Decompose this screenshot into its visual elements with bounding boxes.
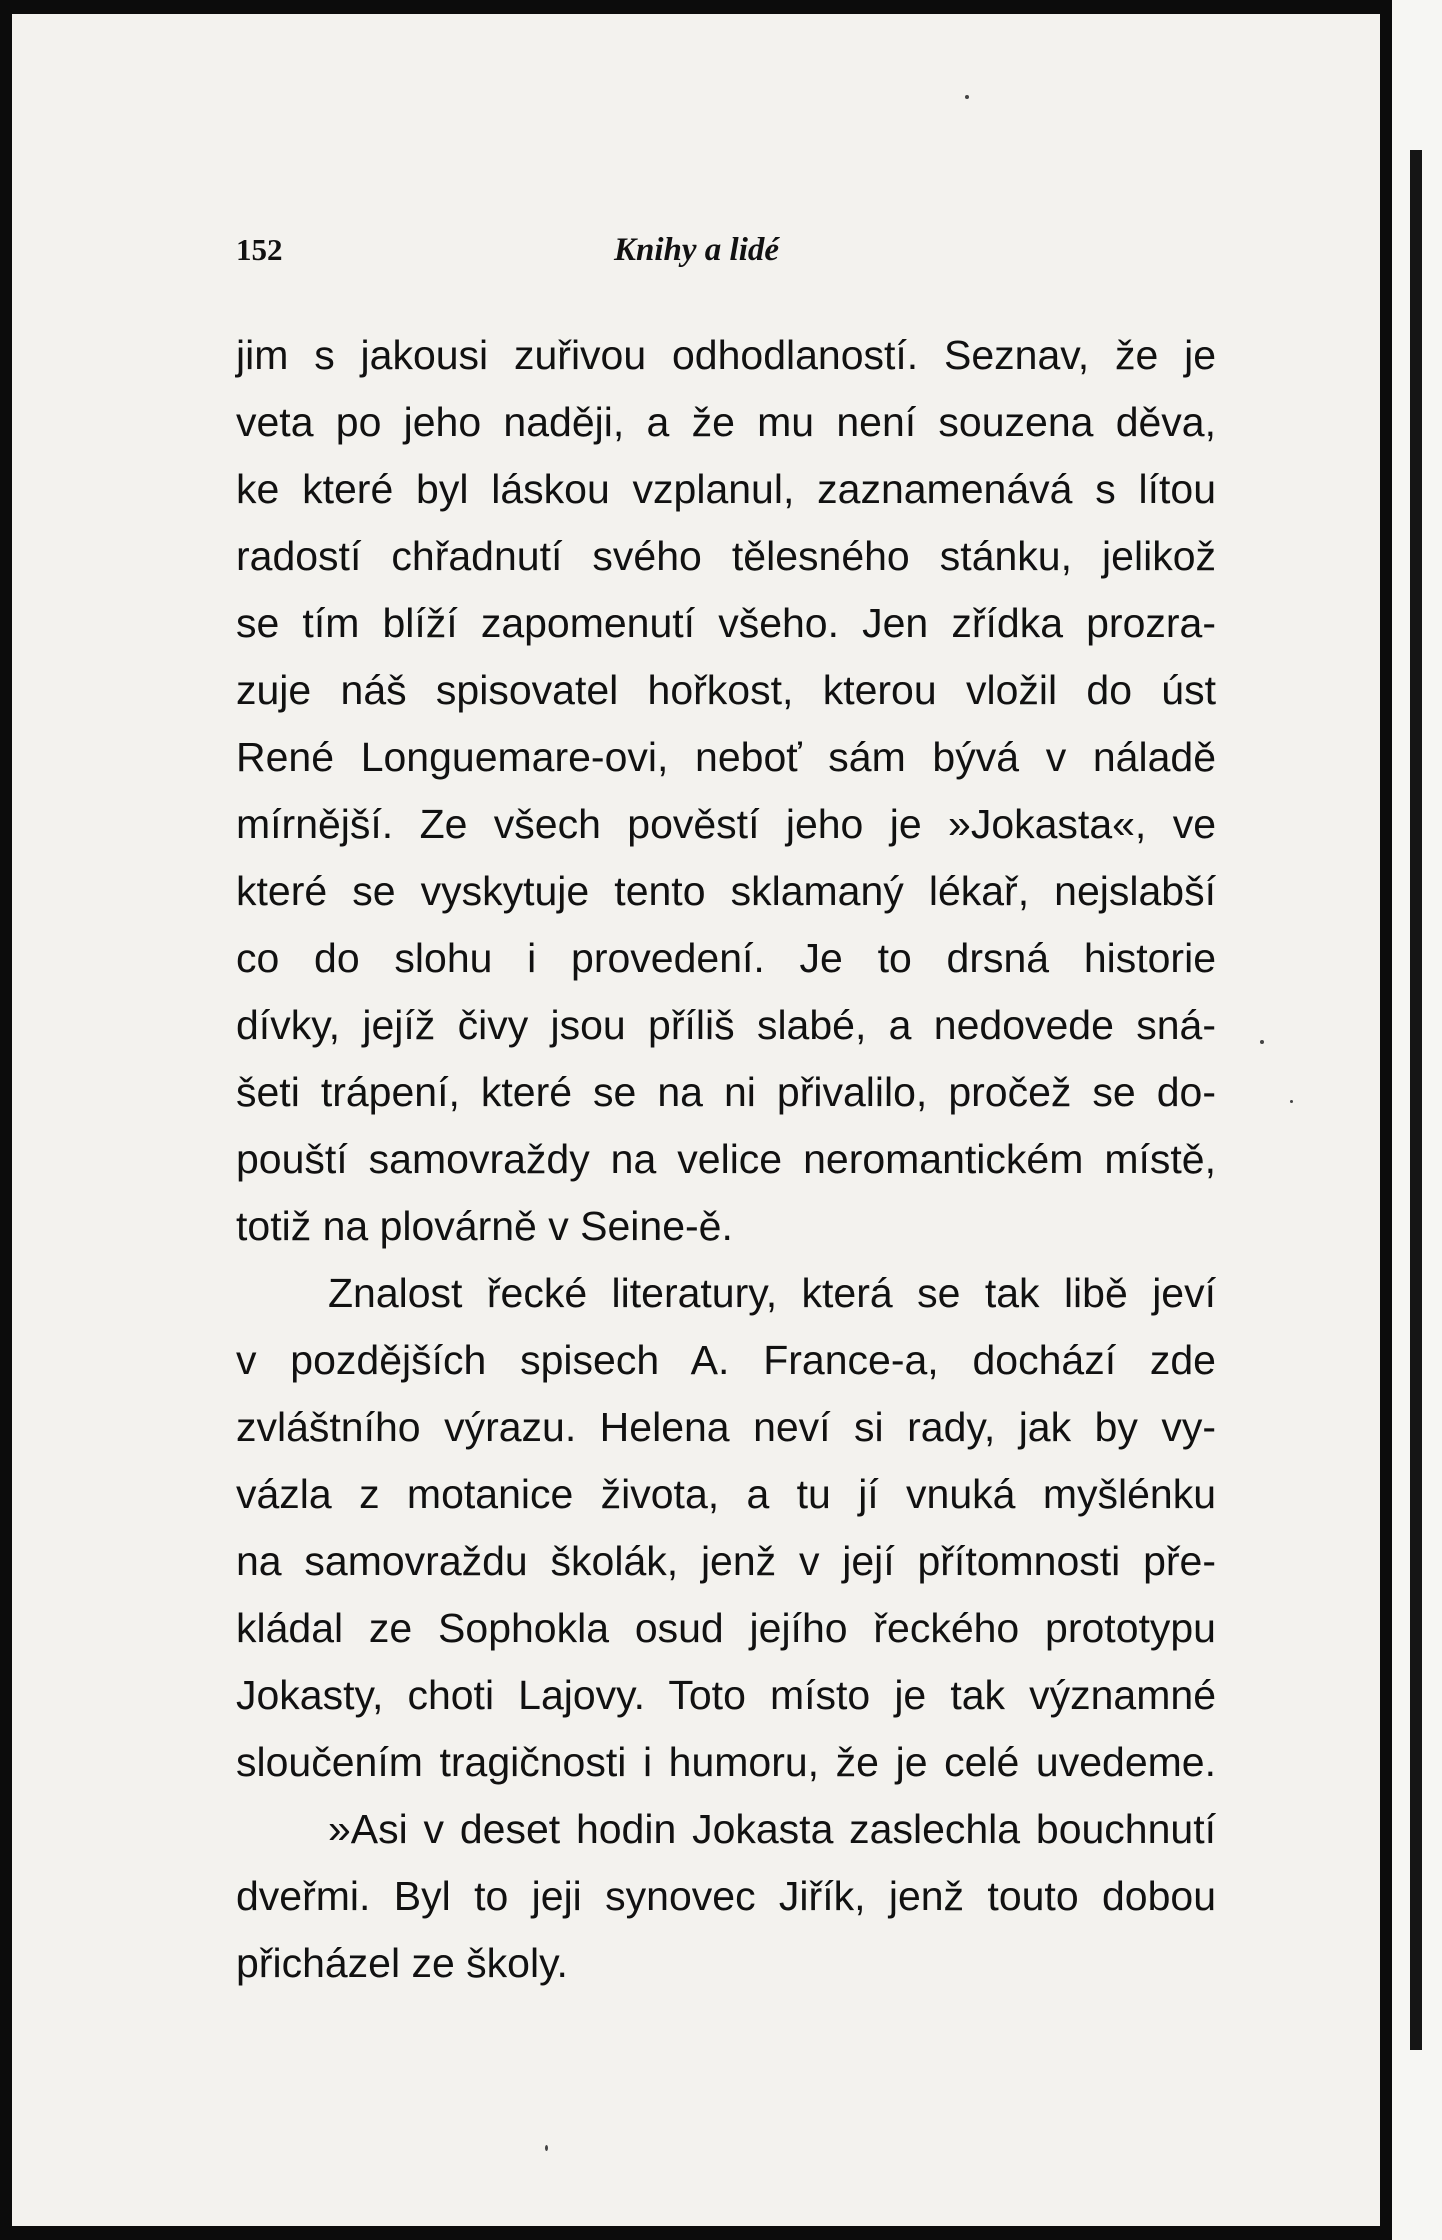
text-line: veta po jeho naději, a že mu není souzena děva, — [236, 399, 1216, 445]
text-line: pouští samovraždy na velice neromantickém místě, — [236, 1136, 1216, 1182]
text-line: co do slohu i provedení. Je to drsná historie — [236, 935, 1216, 981]
text-line: zuje náš spisovatel hořkost, kterou vložil do úst — [236, 667, 1216, 713]
scan-speck — [965, 95, 969, 99]
scan-speck — [545, 2145, 548, 2151]
text-line: dveřmi. Byl to jeji synovec Jiřík, jenž touto dobou — [236, 1873, 1216, 1919]
text-line: René Longuemare-ovi, neboť sám bývá v náladě — [236, 734, 1216, 780]
text-line: sloučením tragičnosti i humoru, že je celé uvedeme. — [236, 1739, 1216, 1785]
running-title: Knihy a lidé — [614, 232, 780, 268]
text-line: jim s jakousi zuřivou odhodlaností. Seznav, že je — [236, 332, 1216, 378]
text-line: šeti trápení, které se na ni přivalilo, pročež se do- — [236, 1069, 1216, 1115]
text-line: vázla z motanice života, a tu jí vnuká myšlénku — [236, 1471, 1216, 1517]
page-number: 152 — [236, 232, 283, 267]
text-line: radostí chřadnutí svého tělesného stánku, jelikož — [236, 533, 1216, 579]
text-line: dívky, jejíž čivy jsou příliš slabé, a nedovede sná- — [236, 1002, 1216, 1048]
text-line: přicházel ze školy. — [236, 1940, 568, 1986]
scan-speck — [1290, 1100, 1293, 1103]
text-line: Znalost řecké literatury, která se tak libě jeví — [328, 1270, 1216, 1316]
text-line: které se vyskytuje tento sklamaný lékař, nejslabší — [236, 868, 1216, 914]
text-line: se tím blíží zapomenutí všeho. Jen zřídka prozra- — [236, 600, 1216, 646]
scan-speck — [1260, 1040, 1264, 1044]
body-text — [236, 322, 1216, 1997]
text-line: mírnější. Ze všech pověstí jeho je »Jokasta«, ve — [236, 801, 1216, 847]
text-line: ke které byl láskou vzplanul, zaznamenává s lítou — [236, 466, 1216, 512]
text-line: »Asi v deset hodin Jokasta zaslechla bouchnutí — [328, 1806, 1216, 1852]
binding-line — [1410, 150, 1422, 2050]
running-head — [236, 232, 1216, 282]
text-line: kládal ze Sophokla osud jejího řeckého prototypu — [236, 1605, 1216, 1651]
paragraph-1 — [236, 322, 1216, 1260]
text-line: zvláštního výrazu. Helena neví si rady, jak by vy- — [236, 1404, 1216, 1450]
paragraph-2 — [236, 1260, 1216, 1796]
text-line: na samovraždu školák, jenž v její přítomnosti pře- — [236, 1538, 1216, 1584]
text-line: Jokasty, choti Lajovy. Toto místo je tak významné — [236, 1672, 1216, 1718]
paragraph-3 — [236, 1796, 1216, 1997]
text-line: totiž na plovárně v Seine-ě. — [236, 1203, 733, 1249]
text-line: v pozdějších spisech A. France-a, dochází zde — [236, 1337, 1216, 1383]
